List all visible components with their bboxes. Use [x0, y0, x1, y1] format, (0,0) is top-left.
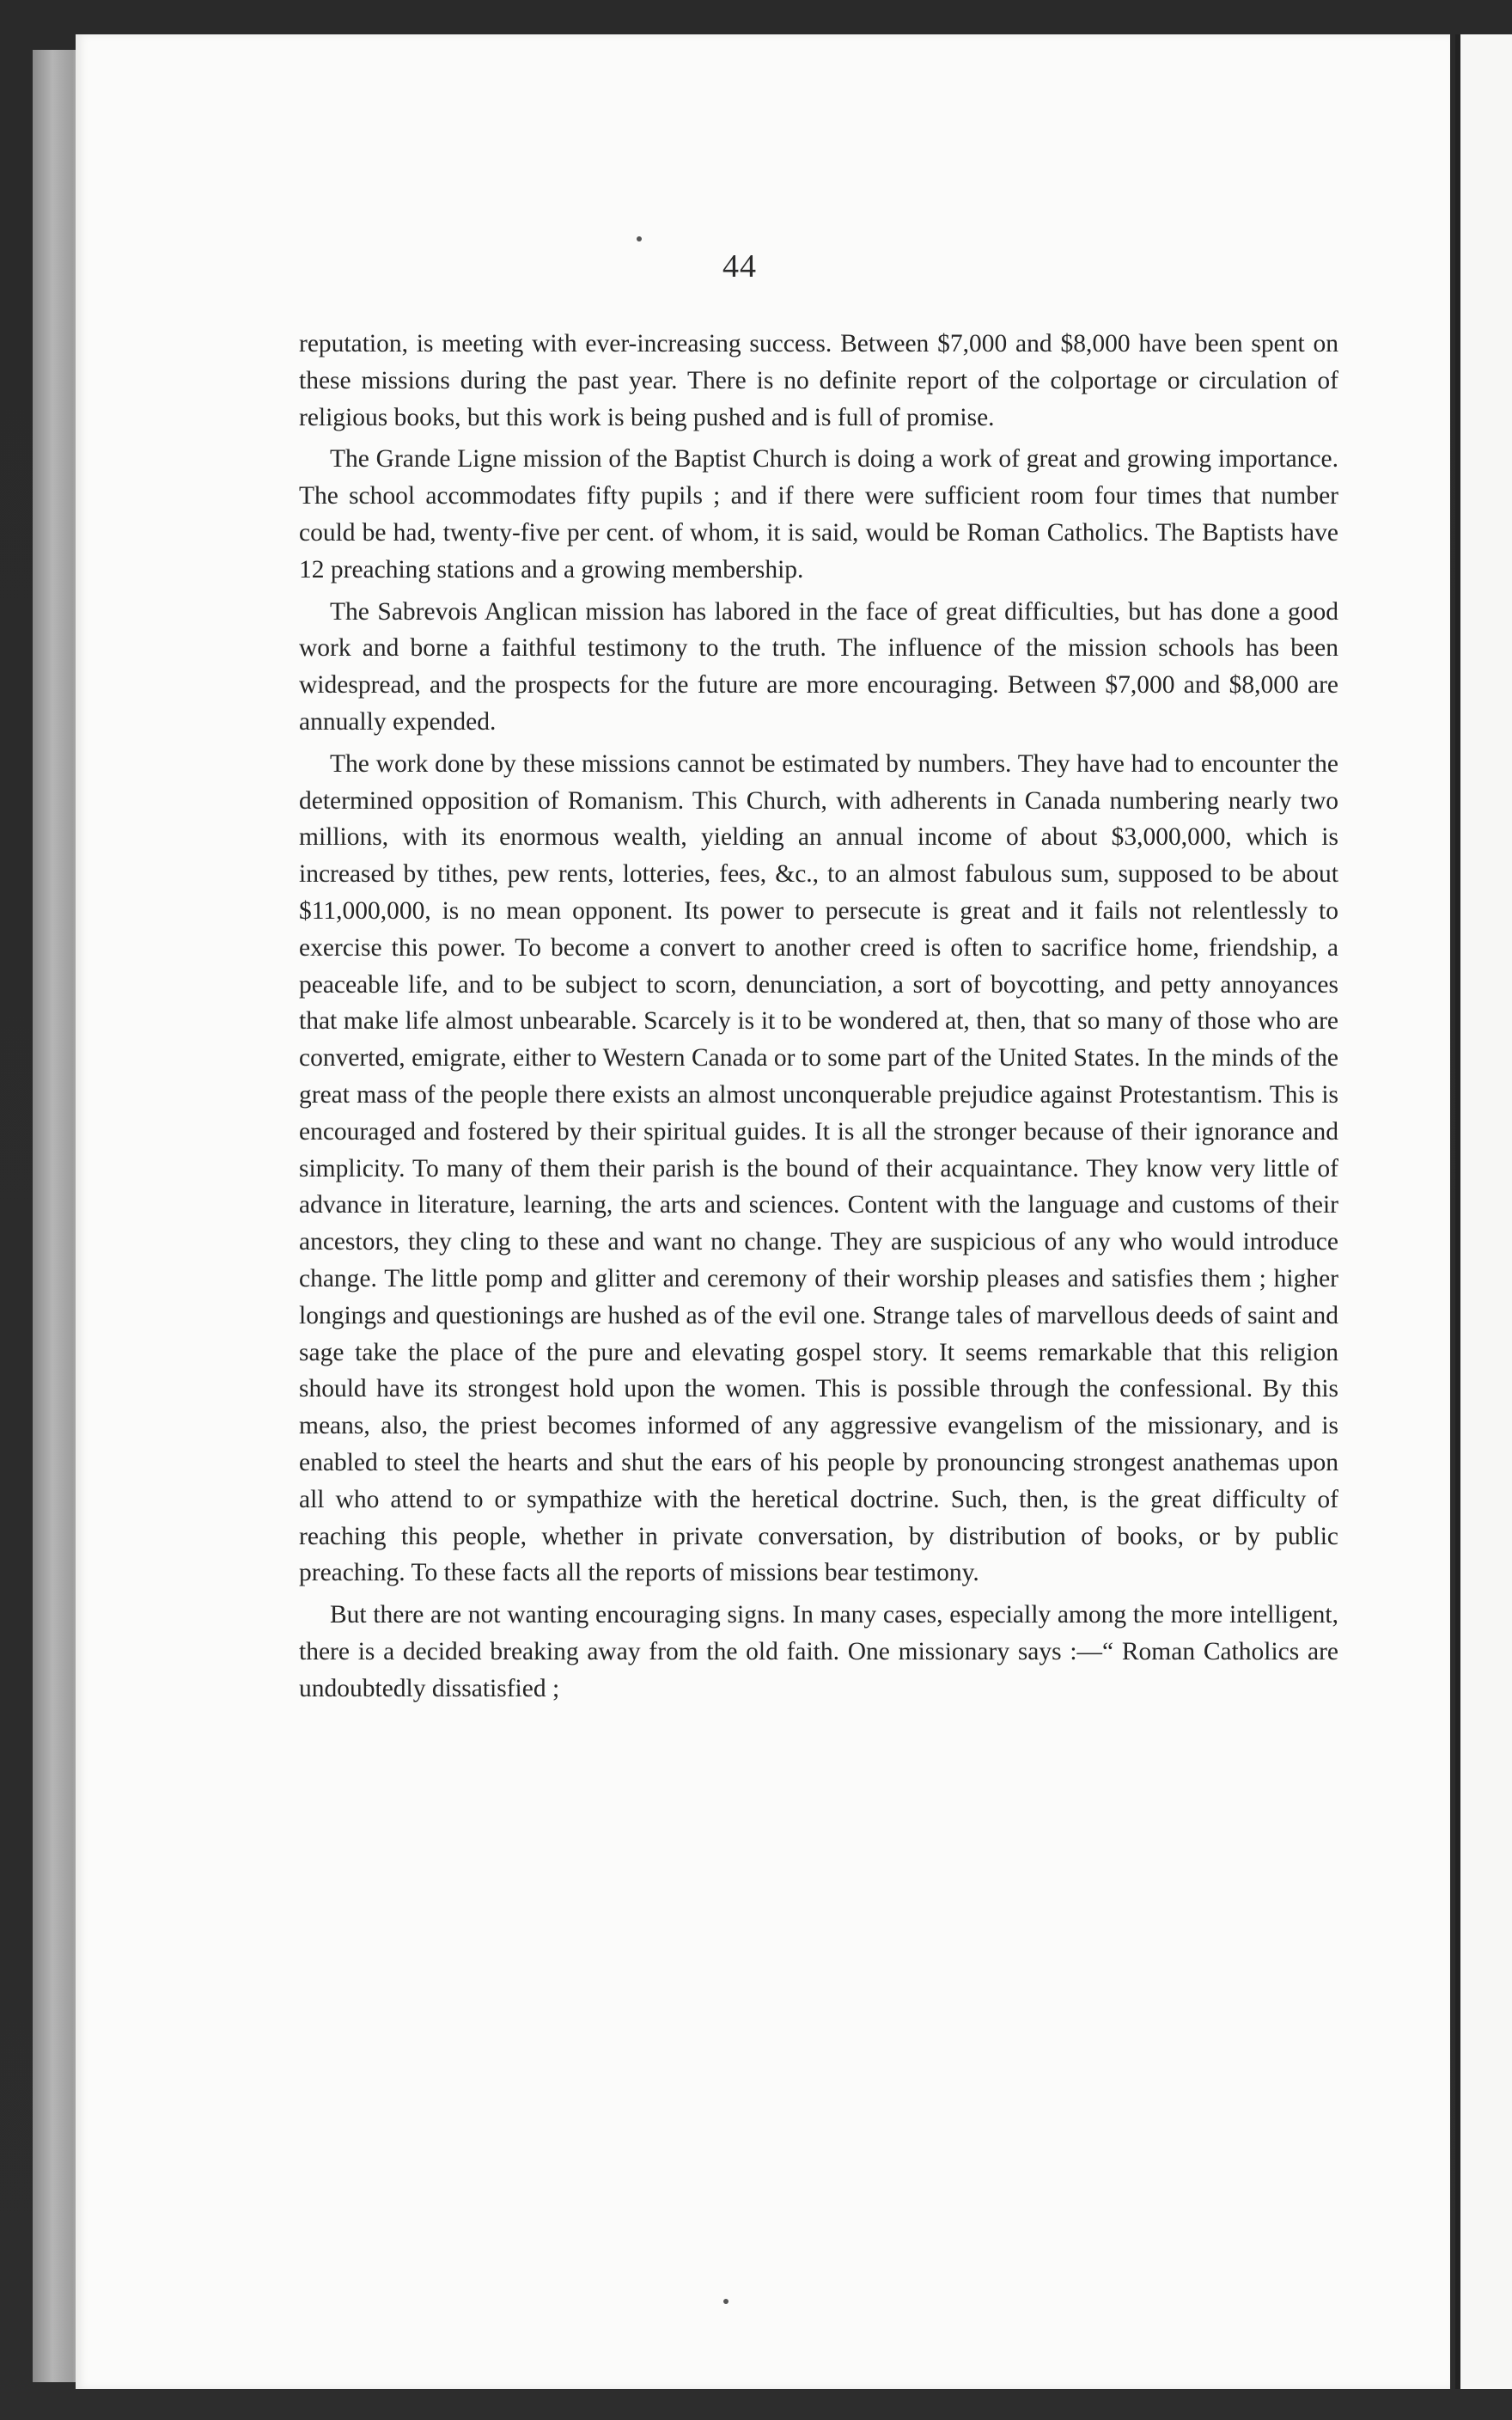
paragraph-grande-ligne: The Grande Ligne mission of the Baptist Church is doing a work of great and growing importance. The school accommodates fifty pupils ; and if there were sufficient room four times that number could be had, twenty-five per cent. of whom, it is said, would be Roman Catholics. The Baptists have 12 preaching stations and a growing membership. — [299, 445, 1338, 584]
facing-page-edge — [1455, 34, 1512, 2389]
speck-mark — [637, 236, 642, 241]
paragraph-encouraging-signs: But there are not wanting encouraging signs. In many cases, especially among the more intelligent, there is a decided breaking away from the old faith. One missionary says :—“ Roman Catholics are undoubtedly dissatisfied ; — [299, 1601, 1338, 1702]
paragraph-opposition: The work done by these missions cannot be estimated by numbers. They have had to encounter the determined opposition of Romanism. This Church, with adherents in Canada numbering nearly two millions, with its enormous wealth, yielding an annual income of about $3,000,000, which is increased by tithes, pew rents, lotteries, fees, &c., to an almost fabulous sum, supposed to be about $11,000,000, is no mean opponent. Its power to persecute is great and it fails not relentlessly to exercise this power. To become a convert to another creed is often to sacrifice home, friendship, a peaceable life, and to be subject to scorn, denunciation, a sort of boycotting, and petty annoyances that make life almost unbearable. Scarcely is it to be wondered at, then, that so many of those who are converted, emigrate, either to Western Canada or to some part of the United States. In the minds of the great mass of the people there exists an almost unconquerable prejudice against Protestantism. This is encouraged and fostered by their spiritual guides. It is all the stronger because of their ignorance and simplicity. To many of them their parish is the bound of their acquaintance. They know very little of advance in literature, learning, the arts and sciences. Content with the language and customs of their ancestors, they cling to these and want no change. They are suspicious of any who would introduce change. The little pomp and glitter and ceremony of their worship pleases and satisfies them ; higher longings and questionings are hushed as of the evil one. Strange tales of marvellous deeds of saint and sage take the place of the pure and elevating gospel story. It seems remarkable that this religion should have its strongest hold upon the women. This is possible through the confessional. By this means, also, the priest becomes informed of any aggressive evangelism of the missionary, and is enabled to steel the hearts and shut the ears of his people by pronouncing strongest anathemas upon all who attend to or sympathize with the heretical doctrine. Such, then, is the great difficulty of reaching this people, whether in private conversation, by distribution of books, or by public preaching. To these facts all the reports of missions bear testimony. — [299, 749, 1338, 1587]
paragraph-continued: reputation, is meeting with ever-increasing success. Between $7,000 and $8,000 have been spent on these missions during the past year. There is no definite report of the colportage or circulation of religious books, but this work is being pushed and is full of promise. — [299, 330, 1338, 431]
body-text — [299, 326, 1338, 1712]
paragraph-sabrevois: The Sabrevois Anglican mission has labored in the face of great difficulties, but has done a good work and borne a faithful testimony to the truth. The influence of the mission schools has been widespread, and the prospects for the future are more encouraging. Between $7,000 and $8,000 are annually expended. — [299, 597, 1338, 736]
page-number: 44 — [722, 248, 757, 284]
speck-mark-bottom — [723, 2299, 729, 2304]
